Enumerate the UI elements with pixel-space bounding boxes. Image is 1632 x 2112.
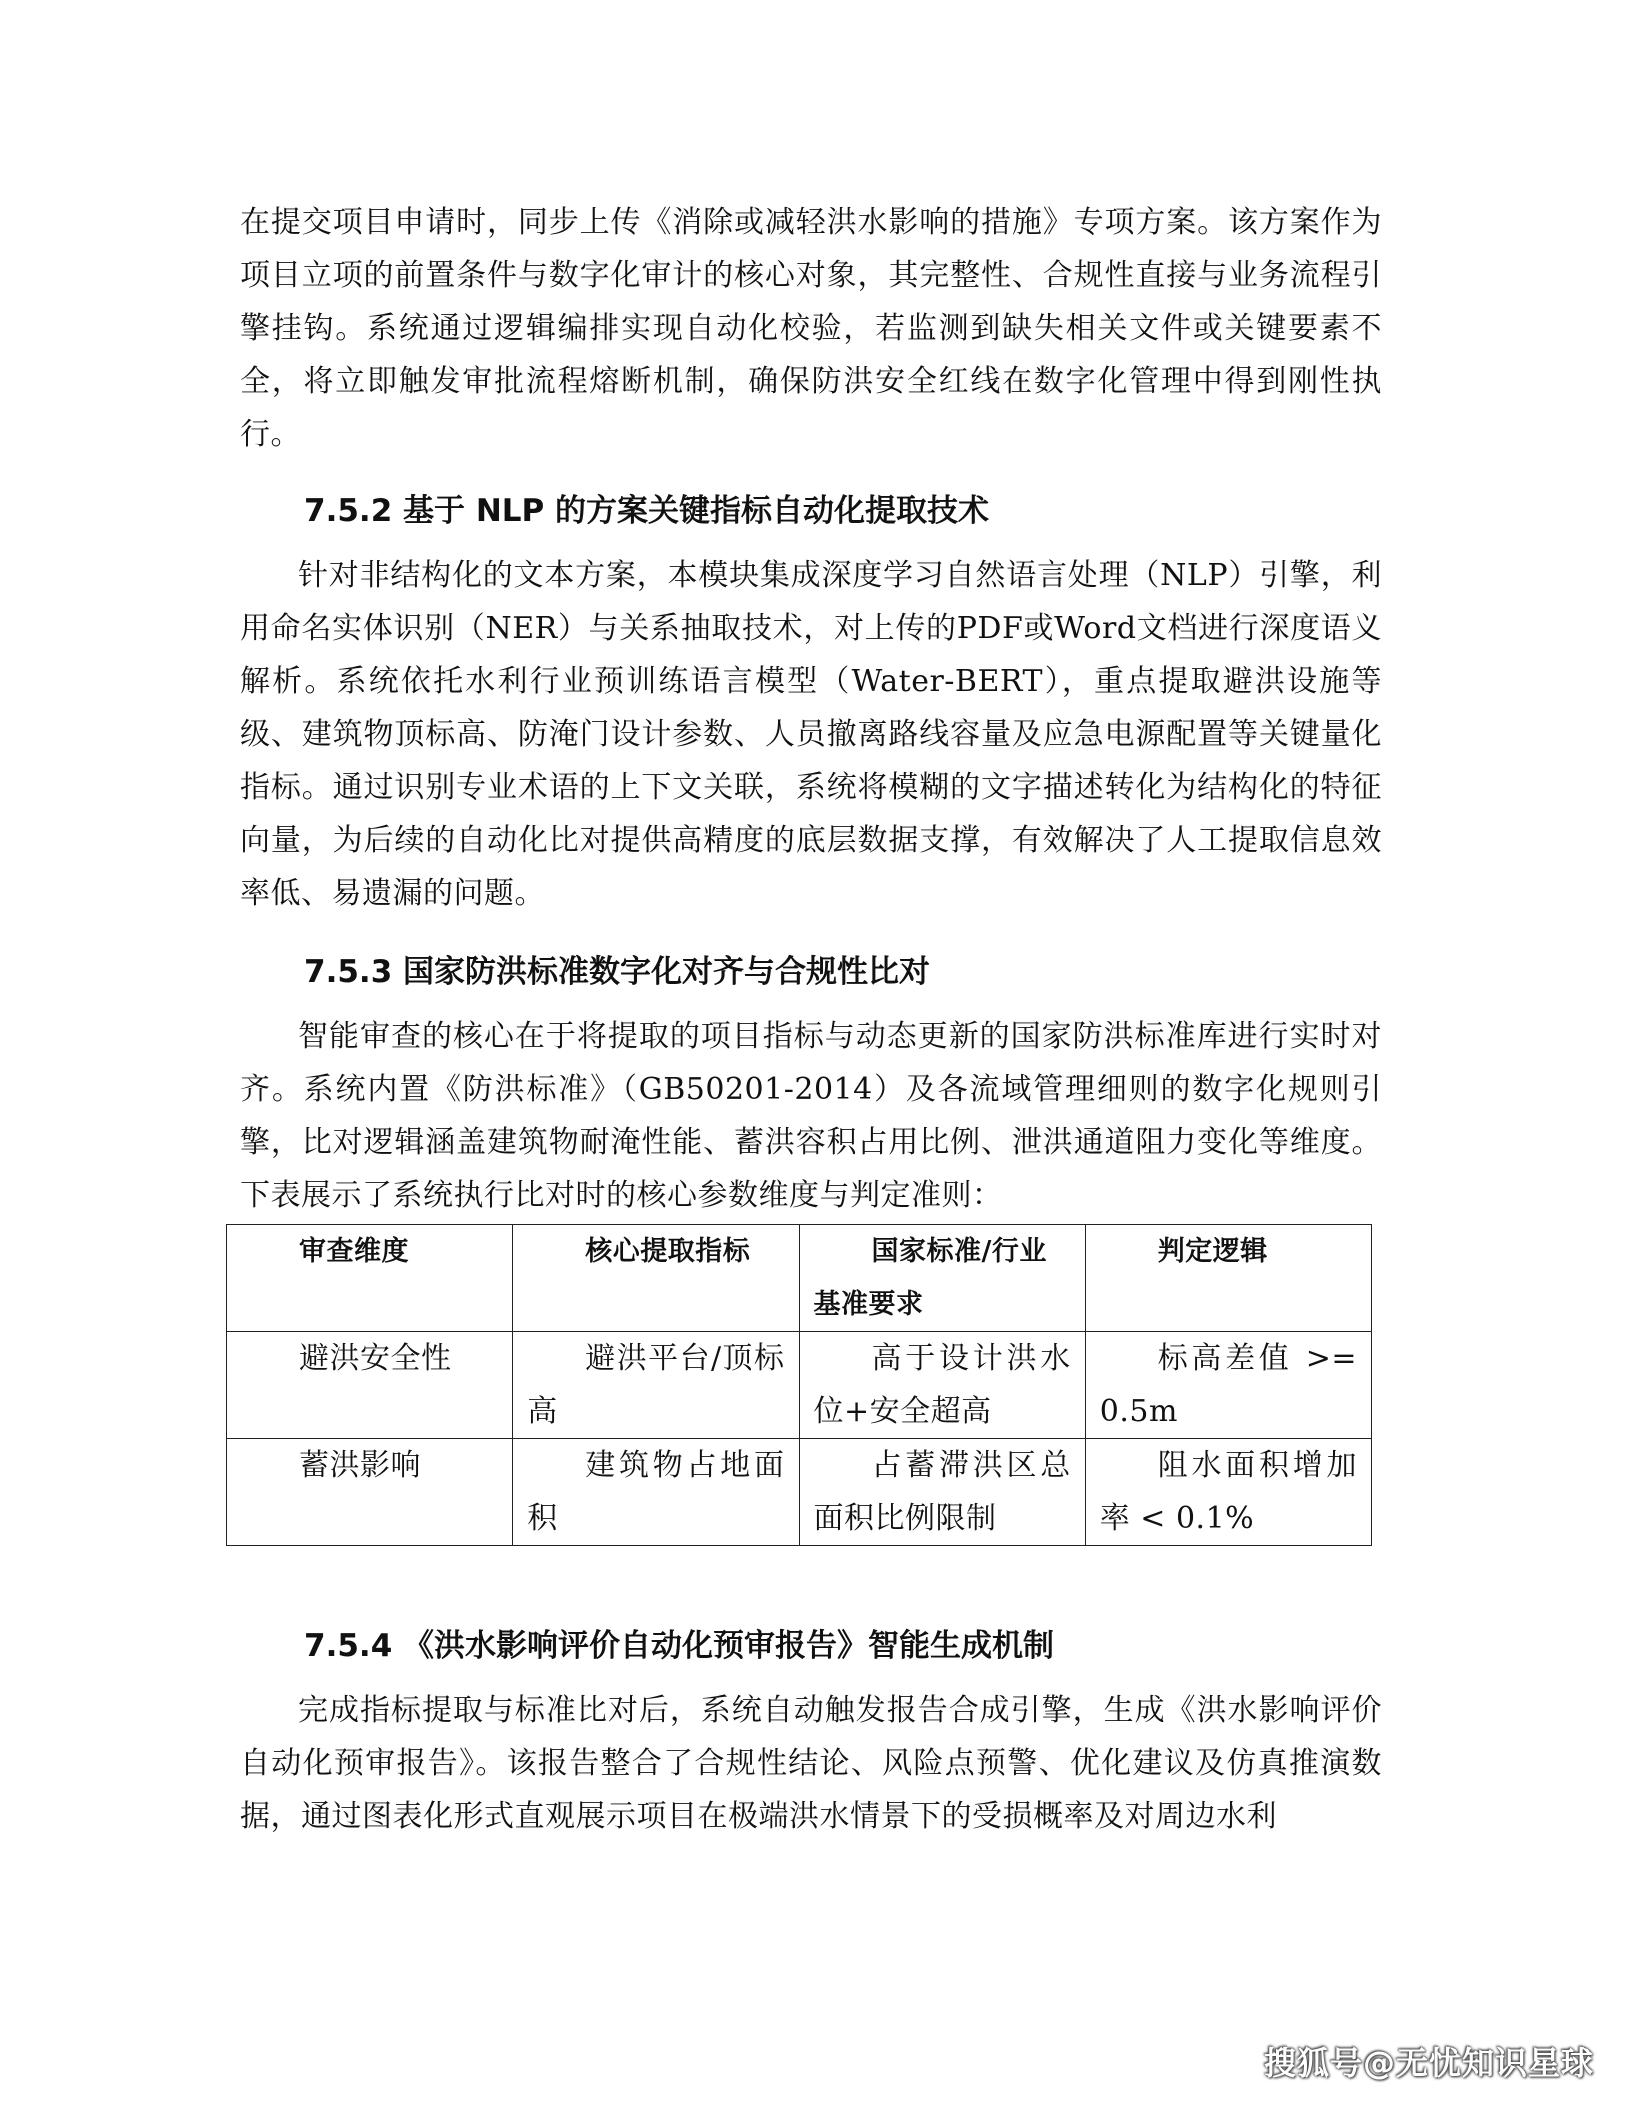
document-page (240, 196, 1382, 1843)
table-row (227, 1332, 1372, 1439)
table-cell: 占蓄滞洪区总面积比例限制 (799, 1439, 1085, 1546)
table-header-cell: 审查维度 (227, 1225, 513, 1332)
table-header-cell: 国家标准/行业基准要求 (799, 1225, 1085, 1332)
paragraph-nlp-extraction: 针对非结构化的文本方案，本模块集成深度学习自然语言处理（NLP）引擎，利用命名实体识别（NER）与关系抽取技术，对上传的PDF或Word文档进行深度语义解析。系统依托水利行业预训练语言模型（Water-BERT），重点提取避洪设施等级、建筑物顶标高、防淹门设计参数、人员撤离路线容量及应急电源配置等关键量化指标。通过识别专业术语的上下文关联，系统将模糊的文字描述转化为结构化的特征向量，为后续的自动化比对提供高精度的底层数据支撑，有效解决了人工提取信息效率低、易遗漏的问题。 (240, 558, 1382, 911)
table-cell: 高于设计洪水位+安全超高 (799, 1332, 1085, 1439)
table-cell: 蓄洪影响 (227, 1439, 513, 1546)
paragraph-standard-alignment: 智能审查的核心在于将提取的项目指标与动态更新的国家防洪标准库进行实时对齐。系统内置《防洪标准》（GB50201-2014）及各流域管理细则的数字化规则引擎，比对逻辑涵盖建筑物耐淹性能、蓄洪容积占用比例、泄洪通道阻力变化等维度。下表展示了系统执行比对时的核心参数维度与判定准则： (240, 1019, 1382, 1213)
section-heading-7-5-3: 7.5.3 国家防洪标准数字化对齐与合规性比对 (304, 954, 931, 990)
paragraph-report-generation: 完成指标提取与标准比对后，系统自动触发报告合成引擎，生成《洪水影响评价自动化预审报告》。该报告整合了合规性结论、风险点预警、优化建议及仿真推演数据，通过图表化形式直观展示项目在极端洪水情景下的受损概率及对周边水利 (240, 1693, 1382, 1834)
table-cell: 建筑物占地面积 (513, 1439, 799, 1546)
table-cell: 阻水面积增加率 < 0.1% (1085, 1439, 1371, 1546)
section-heading-7-5-4: 7.5.4 《洪水影响评价自动化预审报告》智能生成机制 (304, 1628, 1055, 1664)
table-header-cell: 判定逻辑 (1085, 1225, 1371, 1332)
table-cell: 避洪安全性 (227, 1332, 513, 1439)
table-cell: 避洪平台/顶标高 (513, 1332, 799, 1439)
table-cell: 标高差值 >= 0.5m (1085, 1332, 1371, 1439)
paragraph-intro: 在提交项目申请时，同步上传《消除或减轻洪水影响的措施》专项方案。该方案作为项目立项的前置条件与数字化审计的核心对象，其完整性、合规性直接与业务流程引擎挂钩。系统通过逻辑编排实现自动化校验，若监测到缺失相关文件或关键要素不全，将立即触发审批流程熔断机制，确保防洪安全红线在数字化管理中得到刚性执行。 (240, 205, 1382, 452)
table-header-row (227, 1225, 1372, 1332)
table-row (227, 1439, 1372, 1546)
section-heading-7-5-2: 7.5.2 基于 NLP 的方案关键指标自动化提取技术 (304, 493, 990, 529)
comparison-table (226, 1224, 1372, 1546)
table-header-cell: 核心提取指标 (513, 1225, 799, 1332)
watermark-text: 搜狐号@无忧知识星球 (1263, 2044, 1594, 2082)
